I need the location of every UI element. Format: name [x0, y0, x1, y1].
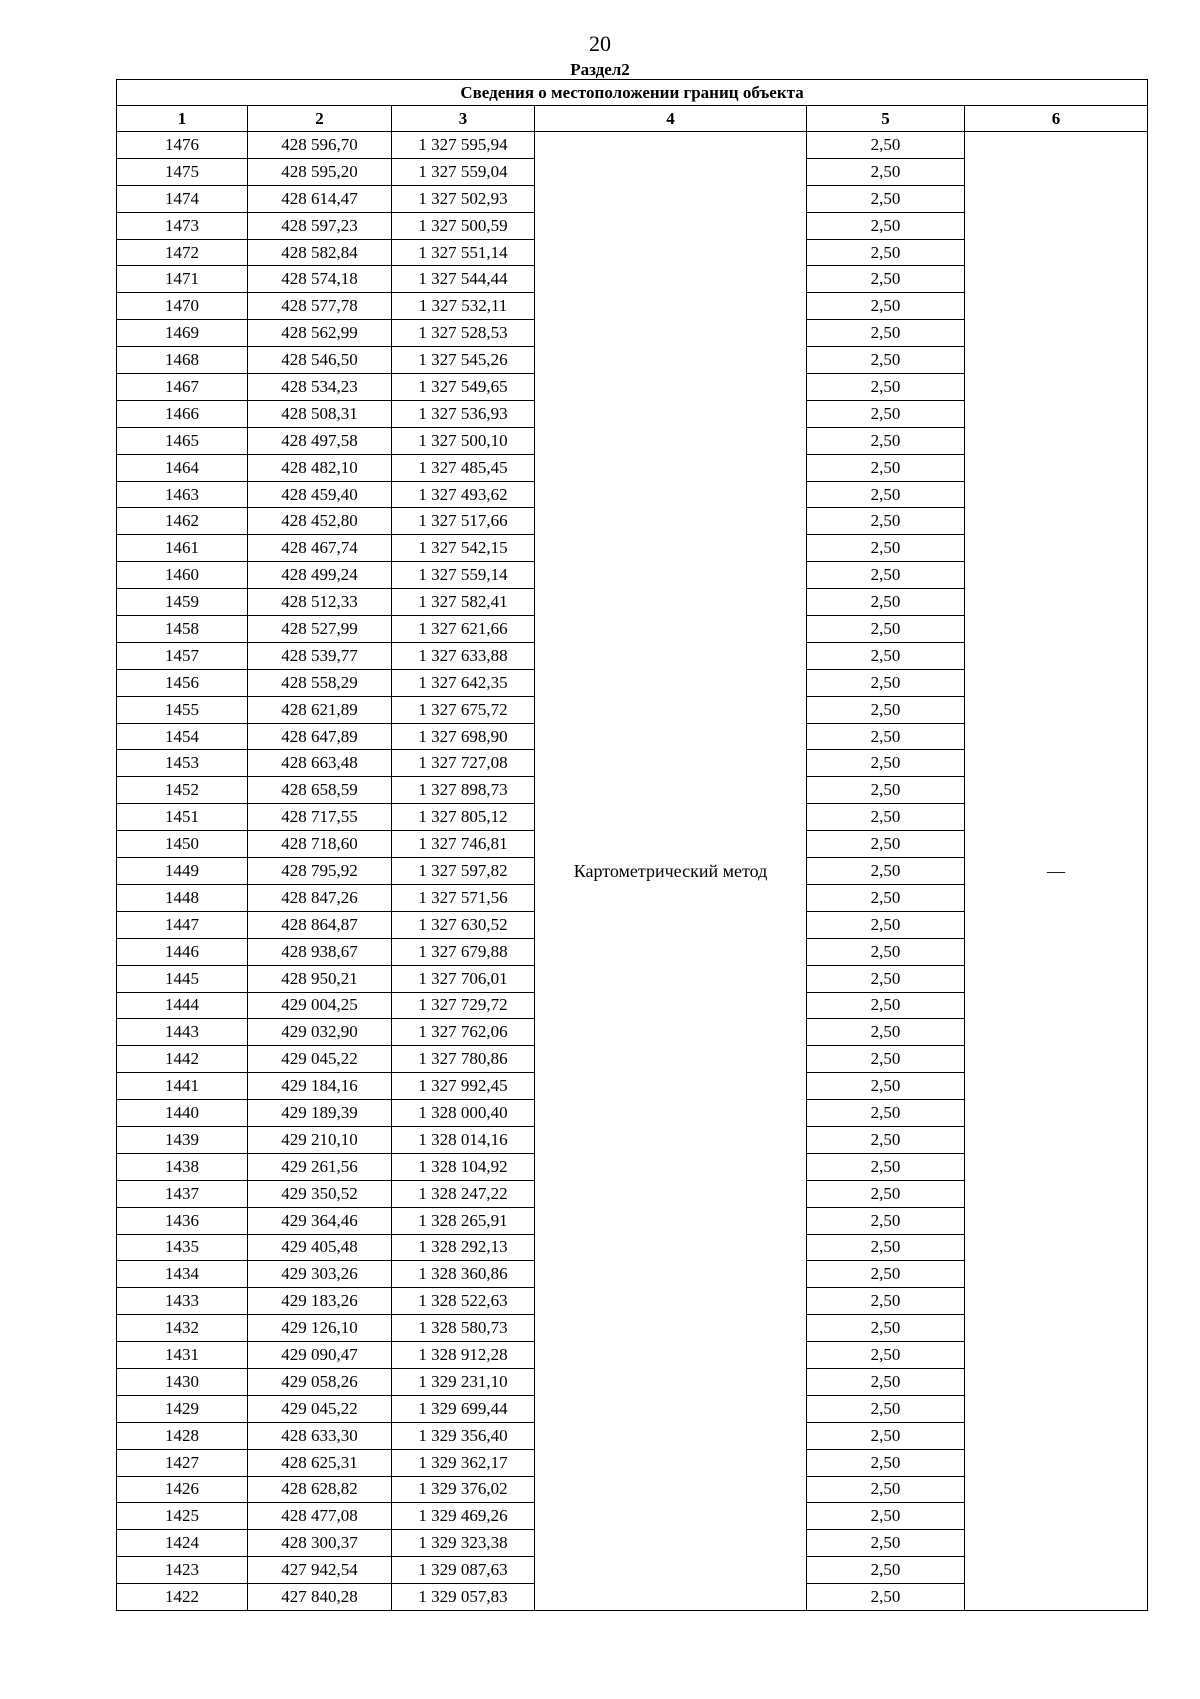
- accuracy-cell: 2,50: [807, 589, 965, 616]
- point-number-cell: 1461: [117, 535, 248, 562]
- x-coordinate-cell: 428 658,59: [248, 777, 392, 804]
- point-number-cell: 1422: [117, 1584, 248, 1611]
- y-coordinate-cell: 1 327 493,62: [392, 481, 535, 508]
- column-header-4: 4: [535, 106, 807, 132]
- point-number-cell: 1443: [117, 1019, 248, 1046]
- accuracy-cell: 2,50: [807, 1073, 965, 1100]
- point-number-cell: 1434: [117, 1261, 248, 1288]
- point-number-cell: 1473: [117, 212, 248, 239]
- point-number-cell: 1469: [117, 320, 248, 347]
- point-number-cell: 1468: [117, 347, 248, 374]
- y-coordinate-cell: 1 327 633,88: [392, 642, 535, 669]
- accuracy-cell: 2,50: [807, 858, 965, 885]
- accuracy-cell: 2,50: [807, 1422, 965, 1449]
- column-header-3: 3: [392, 106, 535, 132]
- x-coordinate-cell: 429 045,22: [248, 1395, 392, 1422]
- accuracy-cell: 2,50: [807, 481, 965, 508]
- point-number-cell: 1425: [117, 1503, 248, 1530]
- x-coordinate-cell: 428 562,99: [248, 320, 392, 347]
- accuracy-cell: 2,50: [807, 1153, 965, 1180]
- accuracy-cell: 2,50: [807, 642, 965, 669]
- point-number-cell: 1446: [117, 938, 248, 965]
- point-number-cell: 1439: [117, 1126, 248, 1153]
- x-coordinate-cell: 428 582,84: [248, 239, 392, 266]
- x-coordinate-cell: 427 840,28: [248, 1584, 392, 1611]
- accuracy-cell: 2,50: [807, 723, 965, 750]
- boundary-coordinates-table: [116, 79, 1148, 1611]
- x-coordinate-cell: 428 596,70: [248, 132, 392, 159]
- table-caption: Сведения о местоположении границ объекта: [117, 80, 1148, 106]
- point-number-cell: 1465: [117, 427, 248, 454]
- point-number-cell: 1444: [117, 992, 248, 1019]
- y-coordinate-cell: 1 328 522,63: [392, 1288, 535, 1315]
- x-coordinate-cell: 428 459,40: [248, 481, 392, 508]
- accuracy-cell: 2,50: [807, 804, 965, 831]
- column-header-6: 6: [965, 106, 1148, 132]
- y-coordinate-cell: 1 327 679,88: [392, 938, 535, 965]
- accuracy-cell: 2,50: [807, 831, 965, 858]
- point-number-cell: 1457: [117, 642, 248, 669]
- x-coordinate-cell: 428 300,37: [248, 1530, 392, 1557]
- section-title: Раздел2: [570, 60, 630, 79]
- accuracy-cell: 2,50: [807, 696, 965, 723]
- x-coordinate-cell: 428 621,89: [248, 696, 392, 723]
- accuracy-cell: 2,50: [807, 1449, 965, 1476]
- x-coordinate-cell: 429 184,16: [248, 1073, 392, 1100]
- point-number-cell: 1462: [117, 508, 248, 535]
- y-coordinate-cell: 1 327 698,90: [392, 723, 535, 750]
- x-coordinate-cell: 428 508,31: [248, 400, 392, 427]
- accuracy-cell: 2,50: [807, 1315, 965, 1342]
- point-number-cell: 1472: [117, 239, 248, 266]
- x-coordinate-cell: 428 614,47: [248, 185, 392, 212]
- x-coordinate-cell: 428 527,99: [248, 616, 392, 643]
- point-number-cell: 1460: [117, 562, 248, 589]
- y-coordinate-cell: 1 327 621,66: [392, 616, 535, 643]
- accuracy-cell: 2,50: [807, 965, 965, 992]
- x-coordinate-cell: 428 499,24: [248, 562, 392, 589]
- point-number-cell: 1440: [117, 1100, 248, 1127]
- point-number-cell: 1449: [117, 858, 248, 885]
- accuracy-cell: 2,50: [807, 1126, 965, 1153]
- x-coordinate-cell: 429 090,47: [248, 1342, 392, 1369]
- point-number-cell: 1456: [117, 669, 248, 696]
- x-coordinate-cell: 429 405,48: [248, 1234, 392, 1261]
- accuracy-cell: 2,50: [807, 777, 965, 804]
- x-coordinate-cell: 428 625,31: [248, 1449, 392, 1476]
- point-number-cell: 1464: [117, 454, 248, 481]
- y-coordinate-cell: 1 327 729,72: [392, 992, 535, 1019]
- point-number-cell: 1470: [117, 293, 248, 320]
- y-coordinate-cell: 1 327 595,94: [392, 132, 535, 159]
- accuracy-cell: 2,50: [807, 212, 965, 239]
- x-coordinate-cell: 429 303,26: [248, 1261, 392, 1288]
- x-coordinate-cell: 429 210,10: [248, 1126, 392, 1153]
- accuracy-cell: 2,50: [807, 320, 965, 347]
- x-coordinate-cell: 428 467,74: [248, 535, 392, 562]
- x-coordinate-cell: 428 482,10: [248, 454, 392, 481]
- accuracy-cell: 2,50: [807, 535, 965, 562]
- y-coordinate-cell: 1 329 356,40: [392, 1422, 535, 1449]
- y-coordinate-cell: 1 327 500,59: [392, 212, 535, 239]
- column-header-2: 2: [248, 106, 392, 132]
- y-coordinate-cell: 1 329 057,83: [392, 1584, 535, 1611]
- x-coordinate-cell: 428 539,77: [248, 642, 392, 669]
- point-number-cell: 1428: [117, 1422, 248, 1449]
- y-coordinate-cell: 1 328 912,28: [392, 1342, 535, 1369]
- accuracy-cell: 2,50: [807, 132, 965, 159]
- accuracy-cell: 2,50: [807, 239, 965, 266]
- point-number-cell: 1467: [117, 374, 248, 401]
- accuracy-cell: 2,50: [807, 1100, 965, 1127]
- x-coordinate-cell: 429 126,10: [248, 1315, 392, 1342]
- accuracy-cell: 2,50: [807, 616, 965, 643]
- accuracy-cell: 2,50: [807, 884, 965, 911]
- y-coordinate-cell: 1 328 265,91: [392, 1207, 535, 1234]
- x-coordinate-cell: 428 663,48: [248, 750, 392, 777]
- x-coordinate-cell: 429 364,46: [248, 1207, 392, 1234]
- x-coordinate-cell: 428 597,23: [248, 212, 392, 239]
- y-coordinate-cell: 1 327 898,73: [392, 777, 535, 804]
- y-coordinate-cell: 1 329 362,17: [392, 1449, 535, 1476]
- accuracy-cell: 2,50: [807, 1180, 965, 1207]
- point-number-cell: 1429: [117, 1395, 248, 1422]
- accuracy-cell: 2,50: [807, 454, 965, 481]
- x-coordinate-cell: 428 628,82: [248, 1476, 392, 1503]
- y-coordinate-cell: 1 327 597,82: [392, 858, 535, 885]
- x-coordinate-cell: 428 595,20: [248, 158, 392, 185]
- accuracy-cell: 2,50: [807, 1368, 965, 1395]
- y-coordinate-cell: 1 327 532,11: [392, 293, 535, 320]
- y-coordinate-cell: 1 327 536,93: [392, 400, 535, 427]
- point-number-cell: 1454: [117, 723, 248, 750]
- y-coordinate-cell: 1 327 630,52: [392, 911, 535, 938]
- y-coordinate-cell: 1 327 746,81: [392, 831, 535, 858]
- point-number-cell: 1445: [117, 965, 248, 992]
- y-coordinate-cell: 1 327 517,66: [392, 508, 535, 535]
- y-coordinate-cell: 1 328 247,22: [392, 1180, 535, 1207]
- point-number-cell: 1432: [117, 1315, 248, 1342]
- y-coordinate-cell: 1 327 485,45: [392, 454, 535, 481]
- x-coordinate-cell: 429 261,56: [248, 1153, 392, 1180]
- accuracy-cell: 2,50: [807, 911, 965, 938]
- point-number-cell: 1452: [117, 777, 248, 804]
- point-number-cell: 1447: [117, 911, 248, 938]
- x-coordinate-cell: 428 558,29: [248, 669, 392, 696]
- x-coordinate-cell: 428 452,80: [248, 508, 392, 535]
- point-number-cell: 1466: [117, 400, 248, 427]
- accuracy-cell: 2,50: [807, 1207, 965, 1234]
- accuracy-cell: 2,50: [807, 427, 965, 454]
- point-number-cell: 1441: [117, 1073, 248, 1100]
- point-number-cell: 1459: [117, 589, 248, 616]
- accuracy-cell: 2,50: [807, 1261, 965, 1288]
- y-coordinate-cell: 1 327 559,04: [392, 158, 535, 185]
- y-coordinate-cell: 1 329 323,38: [392, 1530, 535, 1557]
- point-number-cell: 1475: [117, 158, 248, 185]
- accuracy-cell: 2,50: [807, 1046, 965, 1073]
- y-coordinate-cell: 1 327 551,14: [392, 239, 535, 266]
- y-coordinate-cell: 1 328 580,73: [392, 1315, 535, 1342]
- x-coordinate-cell: 428 647,89: [248, 723, 392, 750]
- accuracy-cell: 2,50: [807, 562, 965, 589]
- point-number-cell: 1433: [117, 1288, 248, 1315]
- point-number-cell: 1423: [117, 1557, 248, 1584]
- point-number-cell: 1471: [117, 266, 248, 293]
- y-coordinate-cell: 1 327 544,44: [392, 266, 535, 293]
- x-coordinate-cell: 428 534,23: [248, 374, 392, 401]
- accuracy-cell: 2,50: [807, 374, 965, 401]
- y-coordinate-cell: 1 328 104,92: [392, 1153, 535, 1180]
- accuracy-cell: 2,50: [807, 1288, 965, 1315]
- point-number-cell: 1426: [117, 1476, 248, 1503]
- accuracy-cell: 2,50: [807, 1584, 965, 1611]
- point-number-cell: 1438: [117, 1153, 248, 1180]
- method-cell: Картометрический метод: [535, 132, 807, 1611]
- y-coordinate-cell: 1 327 502,93: [392, 185, 535, 212]
- accuracy-cell: 2,50: [807, 1503, 965, 1530]
- accuracy-cell: 2,50: [807, 185, 965, 212]
- table-row: [117, 132, 1148, 159]
- x-coordinate-cell: 428 497,58: [248, 427, 392, 454]
- x-coordinate-cell: 429 058,26: [248, 1368, 392, 1395]
- x-coordinate-cell: 429 045,22: [248, 1046, 392, 1073]
- x-coordinate-cell: 427 942,54: [248, 1557, 392, 1584]
- accuracy-cell: 2,50: [807, 1530, 965, 1557]
- accuracy-cell: 2,50: [807, 1342, 965, 1369]
- point-number-cell: 1427: [117, 1449, 248, 1476]
- accuracy-cell: 2,50: [807, 1234, 965, 1261]
- y-coordinate-cell: 1 327 549,65: [392, 374, 535, 401]
- y-coordinate-cell: 1 328 292,13: [392, 1234, 535, 1261]
- y-coordinate-cell: 1 327 805,12: [392, 804, 535, 831]
- accuracy-cell: 2,50: [807, 1019, 965, 1046]
- table-body: [117, 132, 1148, 1611]
- y-coordinate-cell: 1 327 762,06: [392, 1019, 535, 1046]
- accuracy-cell: 2,50: [807, 992, 965, 1019]
- x-coordinate-cell: 428 950,21: [248, 965, 392, 992]
- x-coordinate-cell: 429 032,90: [248, 1019, 392, 1046]
- accuracy-cell: 2,50: [807, 1557, 965, 1584]
- y-coordinate-cell: 1 328 000,40: [392, 1100, 535, 1127]
- point-number-cell: 1430: [117, 1368, 248, 1395]
- y-coordinate-cell: 1 327 992,45: [392, 1073, 535, 1100]
- x-coordinate-cell: 428 717,55: [248, 804, 392, 831]
- accuracy-cell: 2,50: [807, 347, 965, 374]
- point-number-cell: 1451: [117, 804, 248, 831]
- y-coordinate-cell: 1 329 087,63: [392, 1557, 535, 1584]
- y-coordinate-cell: 1 327 500,10: [392, 427, 535, 454]
- accuracy-cell: 2,50: [807, 1476, 965, 1503]
- x-coordinate-cell: 428 847,26: [248, 884, 392, 911]
- y-coordinate-cell: 1 327 675,72: [392, 696, 535, 723]
- point-number-cell: 1437: [117, 1180, 248, 1207]
- accuracy-cell: 2,50: [807, 1395, 965, 1422]
- x-coordinate-cell: 428 718,60: [248, 831, 392, 858]
- point-number-cell: 1476: [117, 132, 248, 159]
- x-coordinate-cell: 428 938,67: [248, 938, 392, 965]
- y-coordinate-cell: 1 329 231,10: [392, 1368, 535, 1395]
- accuracy-cell: 2,50: [807, 293, 965, 320]
- point-number-cell: 1424: [117, 1530, 248, 1557]
- point-number-cell: 1474: [117, 185, 248, 212]
- accuracy-cell: 2,50: [807, 400, 965, 427]
- accuracy-cell: 2,50: [807, 508, 965, 535]
- y-coordinate-cell: 1 327 542,15: [392, 535, 535, 562]
- x-coordinate-cell: 429 350,52: [248, 1180, 392, 1207]
- point-number-cell: 1463: [117, 481, 248, 508]
- y-coordinate-cell: 1 327 727,08: [392, 750, 535, 777]
- y-coordinate-cell: 1 328 360,86: [392, 1261, 535, 1288]
- y-coordinate-cell: 1 327 571,56: [392, 884, 535, 911]
- point-number-cell: 1442: [117, 1046, 248, 1073]
- point-number-cell: 1448: [117, 884, 248, 911]
- point-number-cell: 1455: [117, 696, 248, 723]
- point-number-cell: 1436: [117, 1207, 248, 1234]
- y-coordinate-cell: 1 327 780,86: [392, 1046, 535, 1073]
- column-header-5: 5: [807, 106, 965, 132]
- x-coordinate-cell: 429 004,25: [248, 992, 392, 1019]
- point-number-cell: 1431: [117, 1342, 248, 1369]
- x-coordinate-cell: 428 477,08: [248, 1503, 392, 1530]
- accuracy-cell: 2,50: [807, 750, 965, 777]
- accuracy-cell: 2,50: [807, 669, 965, 696]
- description-cell: —: [965, 132, 1148, 1611]
- x-coordinate-cell: 428 574,18: [248, 266, 392, 293]
- column-number-row: [117, 106, 1148, 132]
- y-coordinate-cell: 1 327 706,01: [392, 965, 535, 992]
- x-coordinate-cell: 428 633,30: [248, 1422, 392, 1449]
- y-coordinate-cell: 1 329 699,44: [392, 1395, 535, 1422]
- y-coordinate-cell: 1 327 545,26: [392, 347, 535, 374]
- page-number: 20: [589, 31, 611, 56]
- y-coordinate-cell: 1 329 376,02: [392, 1476, 535, 1503]
- y-coordinate-cell: 1 327 582,41: [392, 589, 535, 616]
- accuracy-cell: 2,50: [807, 938, 965, 965]
- y-coordinate-cell: 1 327 642,35: [392, 669, 535, 696]
- y-coordinate-cell: 1 327 528,53: [392, 320, 535, 347]
- x-coordinate-cell: 428 577,78: [248, 293, 392, 320]
- column-header-1: 1: [117, 106, 248, 132]
- y-coordinate-cell: 1 328 014,16: [392, 1126, 535, 1153]
- x-coordinate-cell: 429 189,39: [248, 1100, 392, 1127]
- point-number-cell: 1435: [117, 1234, 248, 1261]
- x-coordinate-cell: 429 183,26: [248, 1288, 392, 1315]
- accuracy-cell: 2,50: [807, 158, 965, 185]
- x-coordinate-cell: 428 864,87: [248, 911, 392, 938]
- point-number-cell: 1450: [117, 831, 248, 858]
- x-coordinate-cell: 428 546,50: [248, 347, 392, 374]
- point-number-cell: 1458: [117, 616, 248, 643]
- table-caption-row: [117, 80, 1148, 106]
- point-number-cell: 1453: [117, 750, 248, 777]
- x-coordinate-cell: 428 795,92: [248, 858, 392, 885]
- y-coordinate-cell: 1 329 469,26: [392, 1503, 535, 1530]
- x-coordinate-cell: 428 512,33: [248, 589, 392, 616]
- accuracy-cell: 2,50: [807, 266, 965, 293]
- y-coordinate-cell: 1 327 559,14: [392, 562, 535, 589]
